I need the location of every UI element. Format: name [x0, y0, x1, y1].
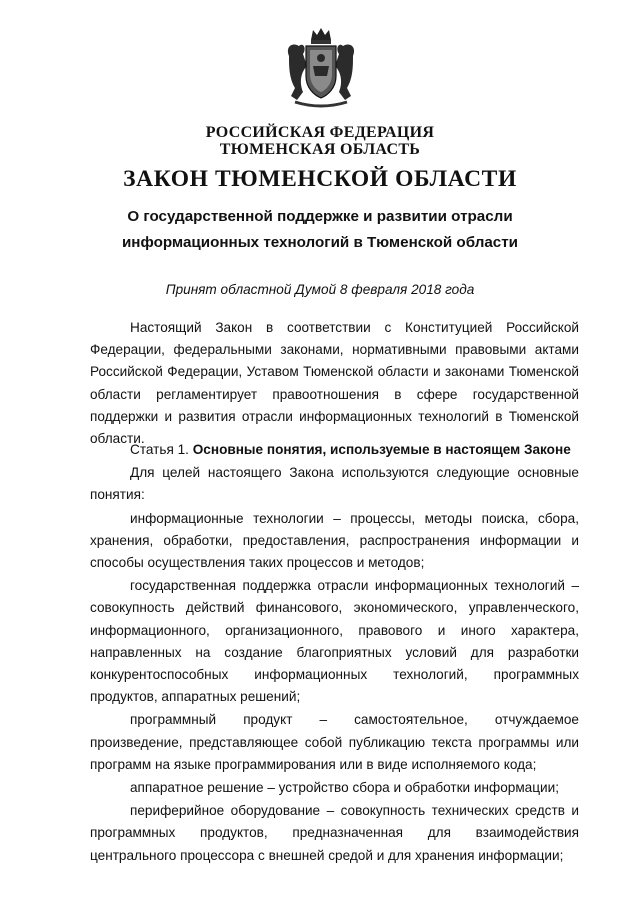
definition-software: программный продукт – самостоятельное, отчуждаемое произведение, представляющее собой публикацию текста программы или программ на языке программирования или в виде исполняемого кода;: [90, 712, 579, 772]
definition-peripherals: периферийное оборудование – совокупность технических средств и программных продуктов, предназначенная для взаимодействия центрального процессора с внешней средой и для хранения информации;: [90, 803, 579, 863]
adoption-date: Принят областной Думой 8 февраля 2018 года: [165, 282, 475, 297]
paragraph: Для целей настоящего Закона используются следующие основные понятия:: [90, 465, 579, 503]
definition-it: информационные технологии – процессы, методы поиска, сбора, хранения, обработки, предоставления, распространения информации и способы осуществления таких процессов и методов;: [90, 510, 579, 571]
preamble-text: Настоящий Закон в соответствии с Конституцией Российской Федерации, федеральными законами, нормативными правовыми актами Российской Федерации, Уставом Тюменской области и законами Тюменской области регламентирует правоотношения в сфере государственной поддержки и развития отрасли информационных технологий в Тюменской области.: [90, 320, 579, 447]
article-title: Основные понятия, используемые в настоящем Законе: [192, 442, 571, 457]
coat-of-arms-icon: [281, 26, 361, 110]
definition-state-support: государственная поддержка отрасли информационных технологий – совокупность действий финансового, экономического, управленческого, информационного, организационного, правового и иного характера, направленных на создание благоприятных условий для разработки конкурентоспособных информационных технологий, программных продуктов, аппаратных решений;: [90, 578, 579, 705]
document-title-line-1: О государственной поддержке и развитии отрасли: [127, 208, 513, 225]
document-title-line-2: информационных технологий в Тюменской области: [121, 234, 519, 251]
article-number: Статья 1.: [130, 442, 189, 457]
preamble: [90, 317, 579, 450]
article-1: [90, 439, 579, 867]
law-title: ЗАКОН ТЮМЕНСКОЙ ОБЛАСТИ: [123, 166, 517, 192]
definition-hardware: аппаратное решение – устройство сбора и обработки информации;: [130, 780, 559, 796]
federation-heading: РОССИЙСКАЯ ФЕДЕРАЦИЯ: [205, 124, 435, 141]
region-heading: ТЮМЕНСКАЯ ОБЛАСТЬ: [219, 141, 421, 158]
article-heading: [90, 439, 579, 461]
